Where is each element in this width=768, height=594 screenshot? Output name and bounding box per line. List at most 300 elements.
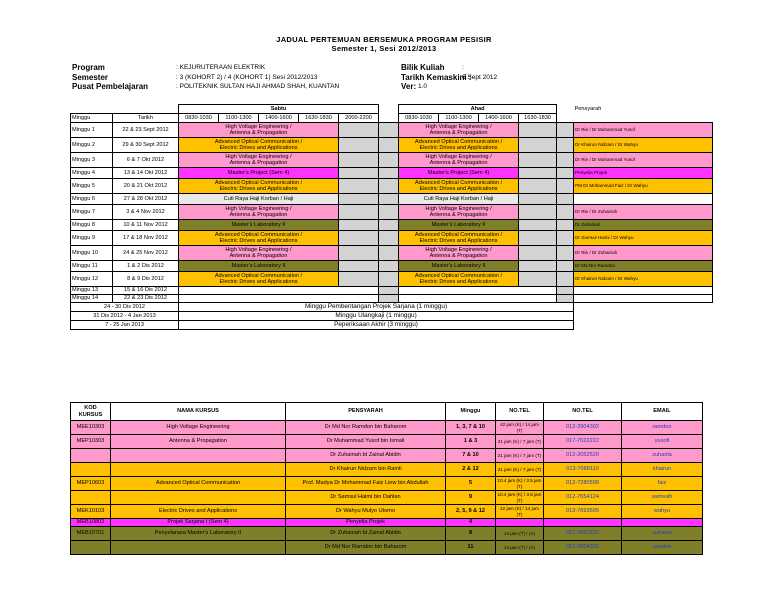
pensyarah-col-header: PENSYARAH [286,403,446,421]
weeks-cell: 7 & 10 [446,449,496,463]
pensyarah-cell: Dr Rie / Dr Zuhairiah [574,246,713,261]
separator-cell [557,287,574,295]
sabtu-course-cell [179,153,339,168]
tarikh-cell: 24 & 25 Nov 2012 [113,246,179,261]
empty-slot [519,231,557,246]
pensyarah-cell: Dr Khairun Nidzam / Dr Wahyu [574,138,713,153]
empty-slot [339,220,379,231]
course-line: High Voltage Engineering / [225,246,292,253]
ahad-slot: 0830-1030 [399,114,439,123]
separator-cell [557,220,574,231]
tarikh-cell: 3 & 4 Nov 2012 [113,205,179,220]
lecturer-cell: Prof. Madya Dr Mohammad Faiz Liew bin Abdullah [286,477,446,491]
course-line: Master's Laboratory II [231,262,286,269]
course-line: Antenna & Propagation [229,253,288,259]
schedule-row [71,246,713,261]
email-cell[interactable]: khairun [622,463,703,477]
lecturer-cell: Dr Samsul Haimi bin Dahlan [286,491,446,505]
pusat-value: : POLITEKNIK SULTAN HAJI AHMAD SHAH, KUANTAN [176,83,340,90]
email-cell[interactable]: wahyu [622,505,703,519]
weeks-cell: 5 [446,477,496,491]
empty-slot [339,153,379,168]
empty-slot [519,168,557,179]
phone-cell: 012-7654124 [544,491,622,505]
course-row [71,477,703,491]
minggu-cell: Minggu 11 [71,261,113,272]
sabtu-course-cell [179,138,339,153]
empty-slot [519,194,557,205]
pensyarah-cell: Penyelia Projek [574,168,713,179]
sabtu-course-cell [179,220,339,231]
tarikh-kemaskini-value: 6 Sept 2012 [462,74,498,81]
ahad-empty [399,287,557,295]
hours-cell: 21 jam (K) / 7 jam (T) [496,463,544,477]
lecturer-cell: Dr Zuhairiah bt Zainal Abidin [286,449,446,463]
course-line: High Voltage Engineering / [425,123,492,130]
ahad-slot: 1100-1300 [439,114,479,123]
lecturer-cell: Dr Md Nor Ramdon bin Baharom [286,541,446,555]
lecturer-cell: Penyelia Projek [286,519,446,527]
course-line: Master's Laboratory II [431,262,486,269]
program-label: Program [72,63,105,72]
separator-cell [379,295,399,303]
tarikh-cell: 27 & 28 Okt 2012 [113,194,179,205]
course-name-cell [111,463,286,477]
tarikh-cell: 22 & 23 Sept 2012 [113,123,179,138]
minggu-cell: Minggu 14 [71,295,113,303]
separator-cell [379,272,399,287]
ahad-course-cell [399,220,519,231]
pensyarah-cell [574,295,713,303]
hours-cell: 42 jam (K) / 14 jam (T) [496,505,544,519]
empty-slot [339,168,379,179]
separator-cell [557,153,574,168]
pensyarah-cell: Dr Samsul Haimi / Dr Wahyu [574,231,713,246]
schedule-row [71,138,713,153]
separator-cell [557,272,574,287]
course-line: High Voltage Engineering / [225,153,292,160]
ahad-course-cell [399,194,519,205]
notel-header-2: NO.TEL [544,403,622,421]
course-row [71,519,703,527]
course-line: Master's Project (Sem 4) [427,169,490,176]
hours-cell: 14 jam (T) / (A) [496,527,544,541]
phone-cell [544,519,622,527]
course-line: Electric Drives and Applications [219,145,298,151]
pensyarah-header: Pensyarah [574,105,602,112]
ahad-course-cell [399,261,519,272]
phone-cell: 017-7022222 [544,435,622,449]
ver-label: Ver: [401,82,417,91]
phone-cell: 013-7088110 [544,463,622,477]
minggu-cell: Minggu 10 [71,246,113,261]
course-line: Antenna & Propagation [229,160,288,166]
minggu-cell: Minggu 9 [71,231,113,246]
hours-cell: 10.4 jam (K) / 3.5 jam (T) [496,491,544,505]
ahad-course-cell [399,272,519,287]
schedule-row [71,261,713,272]
separator-cell [557,246,574,261]
empty-slot [339,123,379,138]
course-row [71,463,703,477]
phone-cell: 012-2052520 [544,449,622,463]
separator-cell [379,246,399,261]
empty-slot [339,231,379,246]
empty-slot [519,220,557,231]
empty-slot [339,272,379,287]
course-row [71,505,703,519]
course-row [71,491,703,505]
exam-row [71,321,713,330]
schedule-row [71,179,713,194]
sabtu-course-cell [179,168,339,179]
course-line: Advanced Optical Communication / [214,179,303,186]
sabtu-slot: 2000-2200 [339,114,379,123]
weeks-cell: 2 & 12 [446,463,496,477]
course-code-cell [71,541,111,555]
separator-cell [379,287,399,295]
course-code-cell: MEP10603 [71,477,111,491]
course-line: Antenna & Propagation [229,130,288,136]
separator-cell [379,261,399,272]
page-subtitle: Semester 1, Sesi 2012/2013 [331,44,437,53]
exam-tarikh: 24 - 30 Dis 2012 [71,303,179,312]
minggu-cell: Minggu 2 [71,138,113,153]
sabtu-course-cell [179,194,339,205]
course-name-cell: Projek Sarjana I (Sem 4) [111,519,286,527]
phone-cell: 012-7280599 [544,477,622,491]
minggu-cell: Minggu 13 [71,287,113,295]
lecturer-cell: Dr Muhammad Yusof bin Ismail [286,435,446,449]
lecturer-cell: Dr Md Nor Ramdon bin Baharom [286,421,446,435]
email-cell[interactable]: faiz [622,477,703,491]
sabtu-slot: 1100-1300 [219,114,259,123]
minggu-cell: Minggu 1 [71,123,113,138]
weeks-cell: 11 [446,541,496,555]
pensyarah-cell: Dr Md Nor Ramdon [574,261,713,272]
separator-cell [557,261,574,272]
sabtu-course-cell [179,261,339,272]
kod-header: KOD KURSUS [71,403,111,421]
tarikh-cell: 15 & 16 Dis 2012 [113,287,179,295]
sabtu-course-cell [179,246,339,261]
separator-cell [557,205,574,220]
course-row [71,527,703,541]
lecturer-cell: Dr Zuhairiah bt Zainal Abidin [286,527,446,541]
tarikh-cell: 13 & 14 Okt 2012 [113,168,179,179]
separator-cell [557,194,574,205]
email-cell[interactable]: yusofi [622,435,703,449]
phone-cell: 012-2052520 [544,527,622,541]
ahad-course-cell [399,123,519,138]
weeks-cell: 1, 3, 7 & 10 [446,421,496,435]
spacer-cell [574,321,713,330]
separator-cell [557,168,574,179]
course-name-cell [111,449,286,463]
pensyarah-cell: Dr Rie / Dr Zuhairiah [574,205,713,220]
course-line: High Voltage Engineering / [225,123,292,130]
course-line: Antenna & Propagation [229,212,288,218]
course-line: Master's Project (Sem 4) [227,169,290,176]
tarikh-cell: 6 & 7 Okt 2012 [113,153,179,168]
sabtu-course-cell [179,123,339,138]
empty-slot [519,138,557,153]
empty-slot [519,272,557,287]
course-line: Antenna & Propagation [429,253,488,259]
exam-tarikh: 7 - 25 Jan 2013 [71,321,179,330]
empty-slot [339,246,379,261]
course-name-cell: High Voltage Engineering [111,421,286,435]
empty-slot [519,205,557,220]
separator-cell [379,205,399,220]
course-line: Advanced Optical Communication / [414,179,503,186]
weeks-cell: 1 & 3 [446,435,496,449]
empty-slot [339,179,379,194]
empty-slot [339,205,379,220]
course-code-cell [71,463,111,477]
sabtu-header: Sabtu [179,105,379,114]
schedule-row [71,220,713,231]
exam-text: Minggu Pembentangan Projek Sarjana (1 minggu) [179,303,574,312]
minggu-cell: Minggu 3 [71,153,113,168]
course-line: Electric Drives and Applications [419,279,498,285]
empty-slot [339,138,379,153]
email-header: EMAIL [622,403,703,421]
course-code-cell [71,449,111,463]
course-line: Cuti Raya Haji Korban / Haji [223,195,294,202]
hours-cell: 42 jam (K) / 14 jam (T) [496,421,544,435]
separator-cell [379,168,399,179]
course-line: Electric Drives and Applications [219,279,298,285]
weeks-cell: 8 [446,527,496,541]
empty-slot [519,179,557,194]
pensyarah-cell [574,287,713,295]
course-line: High Voltage Engineering / [425,153,492,160]
empty-slot [519,261,557,272]
schedule-row [71,194,713,205]
page-title: JADUAL PERTEMUAN BERSEMUKA PROGRAM PESISIR [276,35,492,44]
empty-slot [339,261,379,272]
course-line: Advanced Optical Communication / [214,231,303,238]
course-name-cell: Electric Drives and Applications [111,505,286,519]
course-line: High Voltage Engineering / [425,246,492,253]
pensyarah-cell: PM Dr Mohammad Faiz / Dr Wahyu [574,179,713,194]
schedule-row [71,272,713,287]
bilik-value: : [462,64,464,71]
course-line: Electric Drives and Applications [419,186,498,192]
tarikh-header: Tarikh [113,114,179,123]
course-line: Master's Laboratory II [231,221,286,228]
separator-cell [557,123,574,138]
sabtu-course-cell [179,272,339,287]
course-row [71,449,703,463]
email-cell [622,519,703,527]
course-line: Advanced Optical Communication / [414,231,503,238]
course-line: Electric Drives and Applications [219,238,298,244]
hours-cell [496,519,544,527]
pensyarah-cell: Dr Rie / Dr Muhammad Yusof [574,123,713,138]
schedule-row [71,287,713,295]
schedule-row [71,153,713,168]
separator-cell [379,179,399,194]
separator-cell [557,138,574,153]
pensyarah-cell [574,194,713,205]
exam-tarikh: 31 Dis 2012 - 4 Jan 2013 [71,312,179,321]
separator-cell [557,179,574,194]
course-line: Electric Drives and Applications [419,145,498,151]
course-row [71,421,703,435]
separator-cell [379,138,399,153]
phone-cell: 012-3904302 [544,421,622,435]
course-line: Advanced Optical Communication / [214,138,303,145]
hours-cell: 14 jam (T) / (A) [496,541,544,555]
schedule-row [71,295,713,303]
course-name-cell [111,491,286,505]
spacer-cell [574,303,713,312]
separator-cell [379,194,399,205]
tarikh-cell: 8 & 9 Dis 2012 [113,272,179,287]
course-code-cell: MEP10303 [71,435,111,449]
minggu-cell: Minggu 8 [71,220,113,231]
course-line: Cuti Raya Haji Korban / Haji [423,195,494,202]
email-cell[interactable]: zuhairia [622,449,703,463]
empty-slot [519,246,557,261]
course-line: High Voltage Engineering / [225,205,292,212]
course-row [71,541,703,555]
ahad-header: Ahad [399,105,557,114]
ahad-course-cell [399,179,519,194]
schedule-table [70,104,713,330]
sabtu-course-cell [179,205,339,220]
ahad-slot: 1400-1600 [479,114,519,123]
course-line: Master's Laboratory II [431,221,486,228]
email-cell[interactable]: samsulh [622,491,703,505]
empty-slot [339,194,379,205]
sabtu-slot: 1400-1600 [259,114,299,123]
course-name-cell: Antenna & Propagation [111,435,286,449]
hours-cell: 10.4 jam (K) / 3.5 jam (T) [496,477,544,491]
exam-text: Peperiksaan Akhir (3 minggu) [179,321,574,330]
tarikh-cell: 20 & 21 Okt 2012 [113,179,179,194]
course-code-cell: MEB10701 [71,527,111,541]
weeks-cell: 4 [446,519,496,527]
course-name-cell: Penyelarasa Master's Laboratory II [111,527,286,541]
course-line: Advanced Optical Communication / [414,138,503,145]
course-code-cell: MEE10303 [71,421,111,435]
tarikh-cell: 10 & 11 Nov 2012 [113,220,179,231]
semester-value: : 3 (KOHORT 2) / 4 (KOHORT 1) Sesi 2012/2013 [176,74,318,81]
ver-value: 1.0 [418,83,428,90]
email-cell[interactable]: ramdon [622,541,703,555]
semester-label: Semester [72,73,109,82]
ahad-course-cell [399,231,519,246]
ahad-course-cell [399,138,519,153]
pensyarah-cell: Dr Zuhairiah [574,220,713,231]
sabtu-course-cell [179,231,339,246]
minggu-cell: Minggu 6 [71,194,113,205]
ahad-slot: 1630-1830 [519,114,557,123]
sabtu-slot: 1630-1830 [299,114,339,123]
notel-header: NO.TEL [496,403,544,421]
phone-cell: 012-3904302 [544,541,622,555]
email-cell[interactable]: ramdon [622,421,703,435]
phone-cell: 013-7693595 [544,505,622,519]
course-line: Advanced Optical Communication / [214,272,303,279]
pensyarah-cell: Dr Khairun Nidzam / Dr Wahyu [574,272,713,287]
schedule-row [71,231,713,246]
sabtu-slot: 0830-1030 [179,114,219,123]
course-line: Antenna & Propagation [429,212,488,218]
ahad-course-cell [399,246,519,261]
minggu-header: Minggu [71,114,113,123]
weeks-cell: 2, 5, 9 & 12 [446,505,496,519]
separator-cell [379,153,399,168]
empty-slot [519,153,557,168]
course-code-cell: MEB10802 [71,519,111,527]
hours-cell: 21 jam (K) / 7 jam (T) [496,449,544,463]
course-line: Electric Drives and Applications [419,238,498,244]
ahad-empty [399,295,557,303]
course-row [71,435,703,449]
separator-cell [379,123,399,138]
course-line: Advanced Optical Communication / [414,272,503,279]
minggu-cell: Minggu 12 [71,272,113,287]
exam-text: Minggu Ulangkaji (1 minggu) [179,312,574,321]
weeks-cell: 9 [446,491,496,505]
tarikh-cell: 22 & 23 Dis 2012 [113,295,179,303]
course-code-cell: MEK10103 [71,505,111,519]
course-line: Antenna & Propagation [429,130,488,136]
minggu-cell: Minggu 7 [71,205,113,220]
email-cell[interactable]: zuhairia [622,527,703,541]
sabtu-empty [179,295,379,303]
separator-cell [557,231,574,246]
minggu-cell: Minggu 4 [71,168,113,179]
schedule-row [71,205,713,220]
separator-cell [379,231,399,246]
course-line: Antenna & Propagation [429,160,488,166]
sabtu-course-cell [179,179,339,194]
tarikh-cell: 17 & 18 Nov 2012 [113,231,179,246]
empty-slot [519,123,557,138]
ahad-course-cell [399,205,519,220]
lecturer-cell: Dr Wahyu Mulyo Utomo [286,505,446,519]
course-name-cell [111,541,286,555]
tarikh-kemaskini-label: Tarikh Kemaskini : [401,73,472,82]
tarikh-cell: 29 & 30 Sept 2012 [113,138,179,153]
schedule-row [71,168,713,179]
course-line: Electric Drives and Applications [219,186,298,192]
bilik-label: Bilik Kuliah [401,63,445,72]
pusat-label: Pusat Pembelajaran [72,82,149,91]
separator-cell [557,295,574,303]
separator-cell [379,220,399,231]
tarikh-cell: 1 & 2 Dis 2012 [113,261,179,272]
hours-cell: 21 jam (K) / 7 jam (T) [496,435,544,449]
minggu-cell: Minggu 5 [71,179,113,194]
exam-row [71,303,713,312]
ahad-course-cell [399,153,519,168]
spacer-cell [574,312,713,321]
ahad-course-cell [399,168,519,179]
pensyarah-cell: Dr Rie / Dr Muhammad Yusof [574,153,713,168]
minggu-col-header: Minggu [446,403,496,421]
lecturer-cell: Dr Khairun Nidzam bin Ramli [286,463,446,477]
course-code-cell [71,491,111,505]
exam-row [71,312,713,321]
course-line: High Voltage Engineering / [425,205,492,212]
sabtu-empty [179,287,379,295]
